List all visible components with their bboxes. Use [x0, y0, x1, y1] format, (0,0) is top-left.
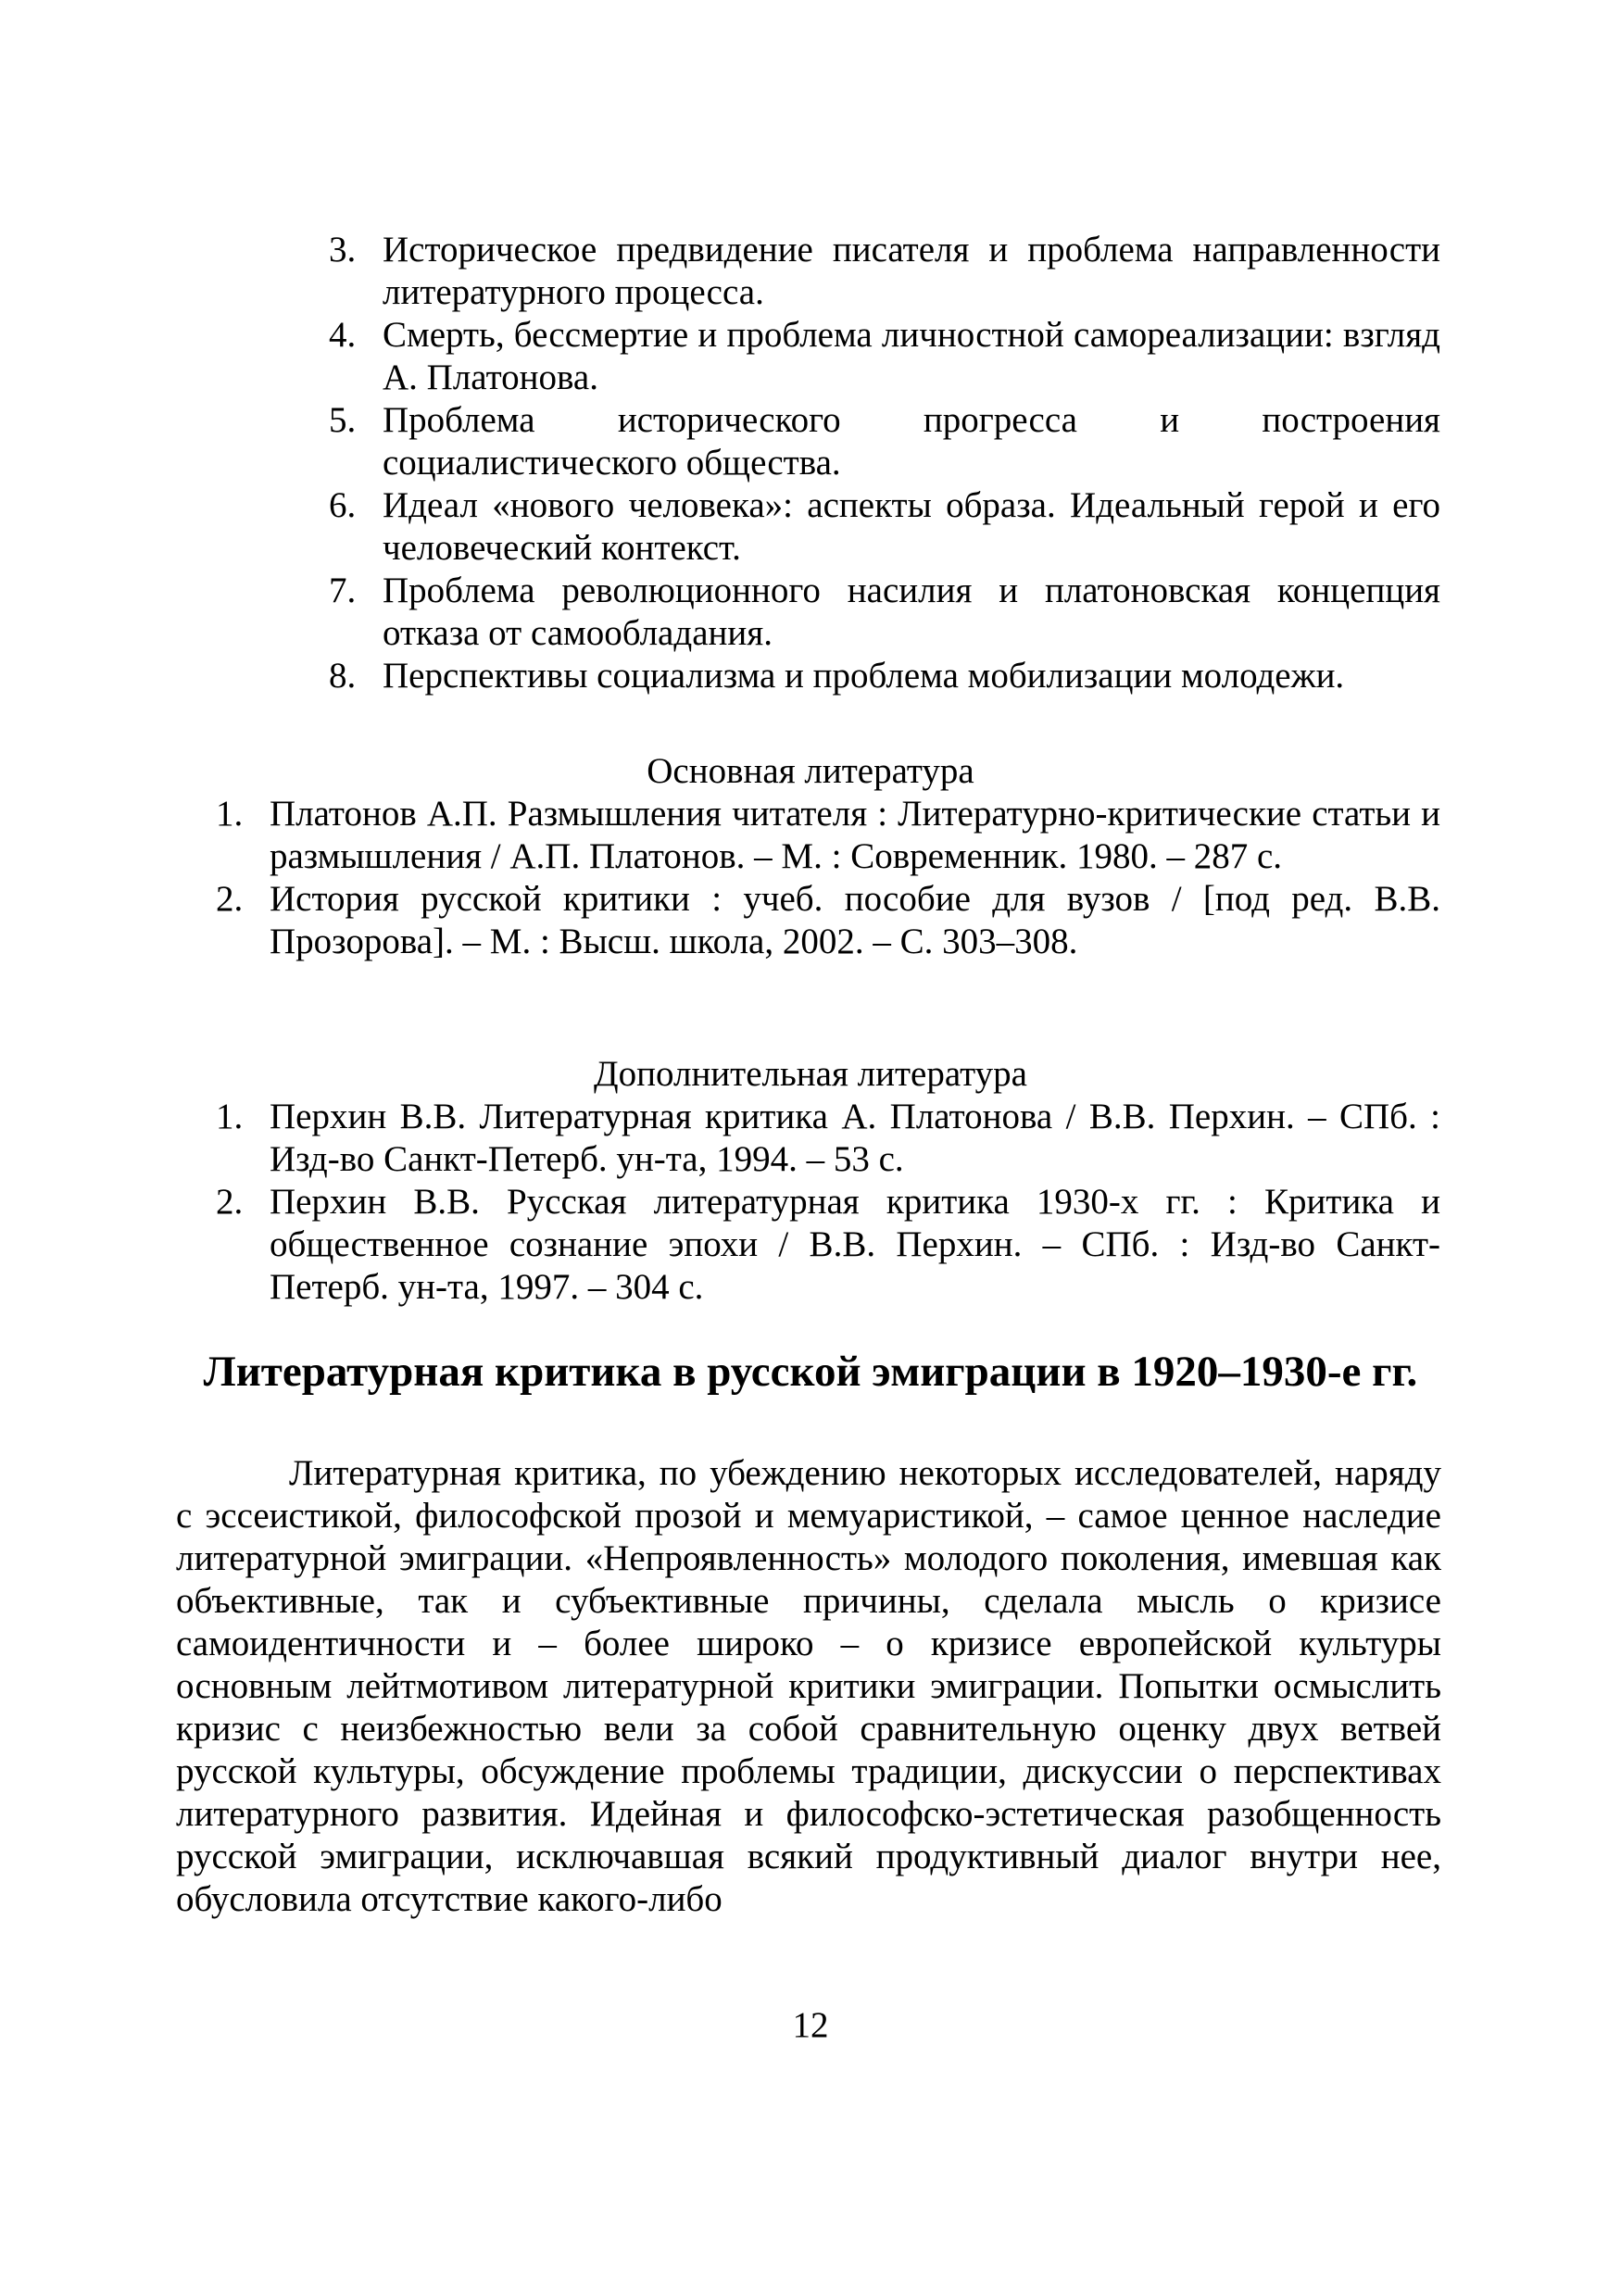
bibliography-text: История русской критики : учеб. пособие для вузов / [под ред. В.В. Прозорова]. – М. : Высш. школа, 2002. – С. 303–308.: [270, 879, 1440, 961]
topic-text: Проблема революционного насилия и платоновская концепция отказа от самообладания.: [383, 571, 1440, 653]
topic-item: [329, 570, 1440, 655]
main-literature-heading: Основная литература: [647, 751, 974, 791]
topic-list: [329, 229, 1440, 697]
topic-number: 3.: [329, 230, 357, 270]
body-paragraph: Литературная критика, по убеждению некоторых исследователей, наряду с эссеистикой, философской прозой и мемуаристикой, – самое ценное наследие литературной эмиграции. «Непроявленность» молодого поколения, имевшая как объективные, так и субъективные причины, сделала мысль о кризисе самоидентичности и – более широко – о кризисе европейской культуры основным лейтмотивом литературной критики эмиграции. Попытки осмыслить кризис с неизбежностью вели за собой сравнительную оценку двух ветвей русской культуры, обсуждение проблемы традиции, дискуссии о перспективах литературного развития. Идейная и философско-эстетическая разобщенность русской эмиграции, исключавшая всякий продуктивный диалог внутри нее, обусловила отсутствие какого-либо: [176, 1453, 1441, 1919]
topic-number: 8.: [329, 656, 357, 696]
bibliography-number: 2.: [216, 879, 244, 919]
topic-number: 5.: [329, 400, 357, 440]
main-literature-list: [216, 793, 1440, 963]
bibliography-item: [216, 793, 1440, 878]
bibliography-number: 2.: [216, 1182, 244, 1222]
topic-item: [329, 314, 1440, 399]
topic-text: Перспективы социализма и проблема мобилизации молодежи.: [383, 656, 1345, 696]
topic-text: Идеал «нового человека»: аспекты образа. Идеальный герой и его человеческий контекст.: [383, 485, 1440, 568]
topic-item: [329, 229, 1440, 314]
bibliography-item: [216, 878, 1440, 963]
topic-item: [329, 484, 1440, 570]
bibliography-text: Перхин В.В. Русская литературная критика 1930-х гг. : Критика и общественное сознание эпохи / В.В. Перхин. – СПб. : Изд-во Санкт-Петерб. ун-та, 1997. – 304 с.: [270, 1182, 1440, 1307]
bibliography-text: Перхин В.В. Литературная критика А. Платонова / В.В. Перхин. – СПб. : Изд-во Санкт-Петерб. ун-та, 1994. – 53 с.: [270, 1097, 1440, 1179]
bibliography-text: Платонов А.П. Размышления читателя : Литературно-критические статьи и размышления / А.П. Платонов. – М. : Современник. 1980. – 287 с.: [270, 794, 1440, 876]
topic-number: 4.: [329, 315, 357, 355]
topic-number: 6.: [329, 485, 357, 525]
additional-literature-list: [216, 1096, 1440, 1309]
topic-text: Смерть, бессмертие и проблема личностной самореализации: взгляд А. Платонова.: [383, 315, 1440, 397]
bibliography-item: [216, 1096, 1440, 1181]
bibliography-item: [216, 1181, 1440, 1309]
topic-item: [329, 399, 1440, 484]
page-number: 12: [792, 2005, 829, 2045]
topic-item: [329, 655, 1440, 697]
topic-number: 7.: [329, 571, 357, 610]
topic-text: Проблема исторического прогресса и построения социалистического общества.: [383, 400, 1440, 483]
bibliography-number: 1.: [216, 794, 244, 834]
chapter-title: Литературная критика в русской эмиграции в 1920–1930-е гг.: [203, 1348, 1418, 1396]
topic-text: Историческое предвидение писателя и проблема направленности литературного процесса.: [383, 230, 1440, 312]
additional-literature-heading: Дополнительная литература: [594, 1054, 1027, 1094]
bibliography-number: 1.: [216, 1097, 244, 1136]
